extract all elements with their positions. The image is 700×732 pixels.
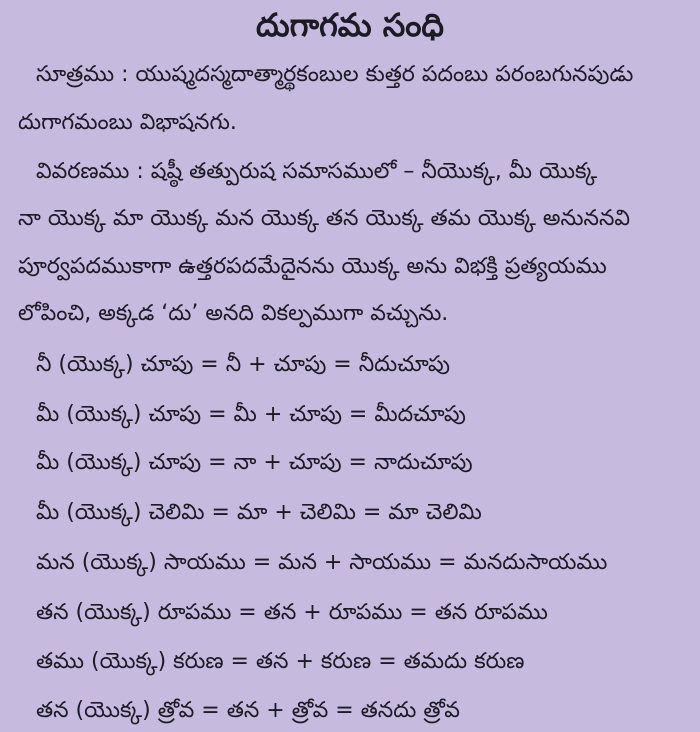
example-line: తన (యొక్క) రూపము = తన + రూపము = తన రూపము <box>36 600 548 625</box>
example-line: మన (యొక్క) సాయము = మన + సాయము = మనదుసాయము <box>36 550 608 575</box>
example-line: తము (యొక్క) కరుణ = తన + కరుణ = తమదు కరుణ <box>36 649 525 674</box>
example-line: మీ (యొక్క) చూపు = మీ + చూపు = మీదచూపు <box>36 402 466 427</box>
explanation-line: లోపించి, అక్కడ ‘దు’ అనది వికల్పముగా వచ్చును. <box>18 301 449 326</box>
explanation-line: వివరణము : షష్ఠీ తత్పురుష సమాసములో – నీయొక్క, మీ యొక్క <box>36 159 598 184</box>
explanation-line: నా యొక్క మా యొక్క మన యొక్క తన యొక్క తమ యొక్క అనుననవి <box>18 206 631 231</box>
example-line: నీ (యొక్క) చూపు = నీ + చూపు = నీదుచూపు <box>36 352 450 377</box>
explanation-line: పూర్వపదముకాగా ఉత్తరపదమేదైనను యొక్క అను విభక్తి ప్రత్యయము <box>18 254 607 279</box>
page-title: దుగాగమ సంధి <box>255 6 445 44</box>
example-line: తన (యొక్క) త్రోవ = తన + త్రోవ = తనదు త్రోవ <box>36 698 460 723</box>
example-line: మీ (యొక్క) చూపు = నా + చూపు = నాదుచూపు <box>36 450 473 475</box>
example-line: మీ (యొక్క) చెలిమి = మా + చెలిమి = మా చెలిమి <box>36 500 482 525</box>
sutra-line: సూత్రము : యుష్మదస్మదాత్మార్థకంబుల కుత్తర పదంబు పరంబగునపుడు <box>36 62 634 87</box>
sutra-line-cont: దుగాగమంబు విభాషనగు. <box>18 110 237 135</box>
